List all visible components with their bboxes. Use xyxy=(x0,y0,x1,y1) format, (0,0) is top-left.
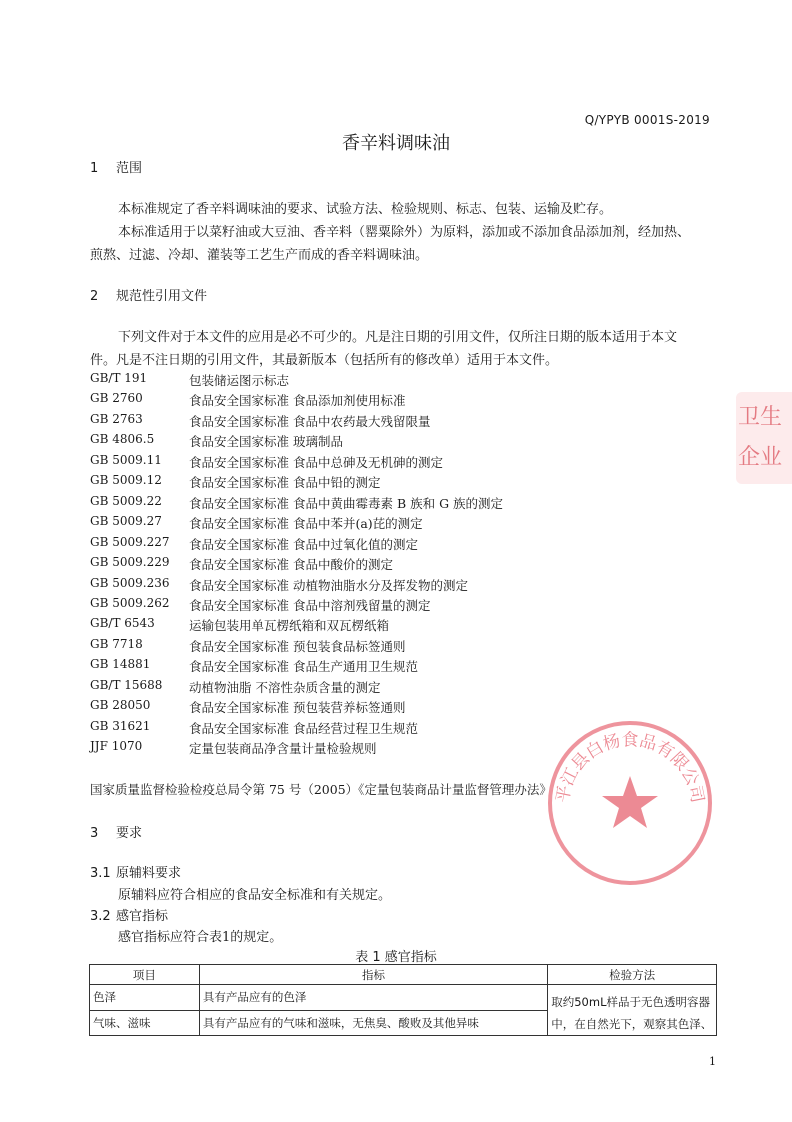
reference-code: GB 14881 xyxy=(90,657,151,672)
subsection-title: 感官指标 xyxy=(116,909,169,924)
reference-code: GB 5009.229 xyxy=(90,555,170,569)
table-row xyxy=(90,985,717,1011)
cell-indicator: 具有产品应有的色泽 xyxy=(199,985,547,1011)
seal-star-icon xyxy=(602,776,658,828)
reference-code: GB 4806.5 xyxy=(90,432,155,447)
subsection-number: 3.1 xyxy=(90,866,111,881)
reference-title: 食品安全国家标准 食品经营过程卫生规范 xyxy=(189,720,418,736)
reference-title: 食品安全国家标准 食品中铅的测定 xyxy=(189,475,381,491)
section-number: 3 xyxy=(90,826,99,841)
header-item: 项目 xyxy=(90,965,200,985)
reference-title: 食品安全国家标准 食品中溶剂残留量的测定 xyxy=(189,598,431,613)
reference-code: GB/T 6543 xyxy=(90,616,155,631)
subsection-3-1-heading xyxy=(90,862,181,881)
reference-code: GB 5009.11 xyxy=(90,452,162,467)
document-title: 香辛料调味油 xyxy=(342,133,450,154)
cell-indicator: 具有产品应有的气味和滋味，无焦臭、酸败及其他异味 xyxy=(199,1010,547,1036)
table-header-row xyxy=(90,965,717,985)
cell-item: 色泽 xyxy=(90,985,200,1011)
sensory-table xyxy=(89,964,717,1036)
reference-title: 动植物油脂 不溶性杂质含量的测定 xyxy=(189,679,381,695)
section-1-heading xyxy=(90,157,142,176)
reference-code: GB 5009.12 xyxy=(90,473,162,488)
reference-title: 食品安全国家标准 玻璃制品 xyxy=(189,434,343,450)
subsection-number: 3.2 xyxy=(90,909,111,924)
subsection-3-1-text: 原辅料应符合相应的食品安全标准和有关规定。 xyxy=(118,888,392,903)
reference-code: GB 28050 xyxy=(90,698,151,713)
references-intro-line-1: 下列文件对于本文件的应用是必不可少的。凡是注日期的引用文件，仅所注日期的版本适用于本文 xyxy=(118,330,678,345)
header-method: 检验方法 xyxy=(548,965,717,985)
cell-method xyxy=(548,985,717,1036)
reference-title: 食品安全国家标准 食品中过氧化值的测定 xyxy=(189,536,418,552)
scope-paragraph-2-line-2: 煎熬、过滤、冷却、灌装等工艺生产而成的香辛料调味油。 xyxy=(90,248,429,263)
section-title: 范围 xyxy=(116,161,143,176)
reference-title: 食品安全国家标准 预包装食品标签通则 xyxy=(189,638,406,654)
subsection-title: 原辅料要求 xyxy=(116,866,182,881)
section-title: 要求 xyxy=(116,826,143,841)
reference-title: 食品安全国家标准 食品中苯并(a)芘的测定 xyxy=(189,516,423,532)
reference-code: GB 5009.236 xyxy=(90,575,170,590)
section-number: 1 xyxy=(90,161,99,176)
reference-code: GB 2763 xyxy=(90,411,143,426)
reference-title: 食品安全国家标准 食品中黄曲霉毒素 B 族和 G 族的测定 xyxy=(189,495,504,511)
side-stamp-text: 卫生 xyxy=(738,405,783,430)
standard-number: Q/YPYB 0001S-2019 xyxy=(584,113,710,127)
reference-code: GB 2760 xyxy=(90,391,143,406)
side-stamp xyxy=(736,392,792,484)
reference-code: GB 31621 xyxy=(90,718,151,733)
table-caption: 表 1 感官指标 xyxy=(355,950,437,965)
reference-title: 食品安全国家标准 食品中酸价的测定 xyxy=(189,557,393,572)
reference-code: GB 5009.227 xyxy=(90,534,170,549)
method-line: 中，在自然光下，观察其色泽、 xyxy=(551,1017,713,1031)
reference-code: GB 5009.22 xyxy=(90,493,162,508)
page-number: 1 xyxy=(709,1055,716,1068)
scope-paragraph-1: 本标准规定了香辛料调味油的要求、试验方法、检验规则、标志、包装、运输及贮存。 xyxy=(118,202,613,217)
reference-title: 定量包装商品净含量计量检验规则 xyxy=(189,741,377,757)
reference-title: 食品安全国家标准 食品中农药最大残留限量 xyxy=(189,413,431,429)
reference-code: GB/T 191 xyxy=(90,371,148,385)
section-3-heading xyxy=(90,822,142,841)
section-title: 规范性引用文件 xyxy=(116,289,208,304)
reference-title: 运输包装用单瓦楞纸箱和双瓦楞纸箱 xyxy=(189,618,390,634)
reference-code: JJF 1070 xyxy=(90,739,143,754)
method-line: 取约50mL样品于无色透明容器 xyxy=(551,995,710,1009)
reference-code: GB 5009.27 xyxy=(90,514,162,529)
reference-code: GB 5009.262 xyxy=(90,596,170,610)
section-number: 2 xyxy=(90,289,99,304)
reference-title: 食品安全国家标准 食品添加剂使用标准 xyxy=(189,393,406,409)
cell-item: 气味、滋味 xyxy=(90,1010,200,1036)
scope-paragraph-2-line-1: 本标准适用于以菜籽油或大豆油、香辛料（罂粟除外）为原料，添加或不添加食品添加剂，经加热、 xyxy=(118,225,691,240)
reference-title: 包装储运图示标志 xyxy=(189,373,290,388)
side-stamp-text: 企业 xyxy=(738,445,783,470)
subsection-3-2-text: 感官指标应符合表1的规定。 xyxy=(118,930,283,945)
reference-title: 食品安全国家标准 食品生产通用卫生规范 xyxy=(189,659,418,675)
reference-title: 食品安全国家标准 食品中总砷及无机砷的测定 xyxy=(189,454,443,470)
reference-title: 食品安全国家标准 预包装营养标签通则 xyxy=(189,700,406,716)
reference-code: GB/T 15688 xyxy=(90,677,163,692)
reference-code: GB 7718 xyxy=(90,636,143,651)
header-indicator: 指标 xyxy=(199,965,547,985)
section-2-heading xyxy=(90,285,207,304)
references-intro-line-2: 件。凡是不注日期的引用文件，其最新版本（包括所有的修改单）适用于本文件。 xyxy=(90,353,559,368)
subsection-3-2-heading xyxy=(90,905,168,924)
reference-title: 食品安全国家标准 动植物油脂水分及挥发物的测定 xyxy=(189,577,468,593)
seal-company-text: 平江县白杨食品有限公司 xyxy=(552,730,708,805)
company-seal xyxy=(545,718,715,888)
extra-reference: 国家质量监督检验检疫总局令第 75 号（2005）《定量包装商品计量监督管理办法》 xyxy=(90,782,552,797)
